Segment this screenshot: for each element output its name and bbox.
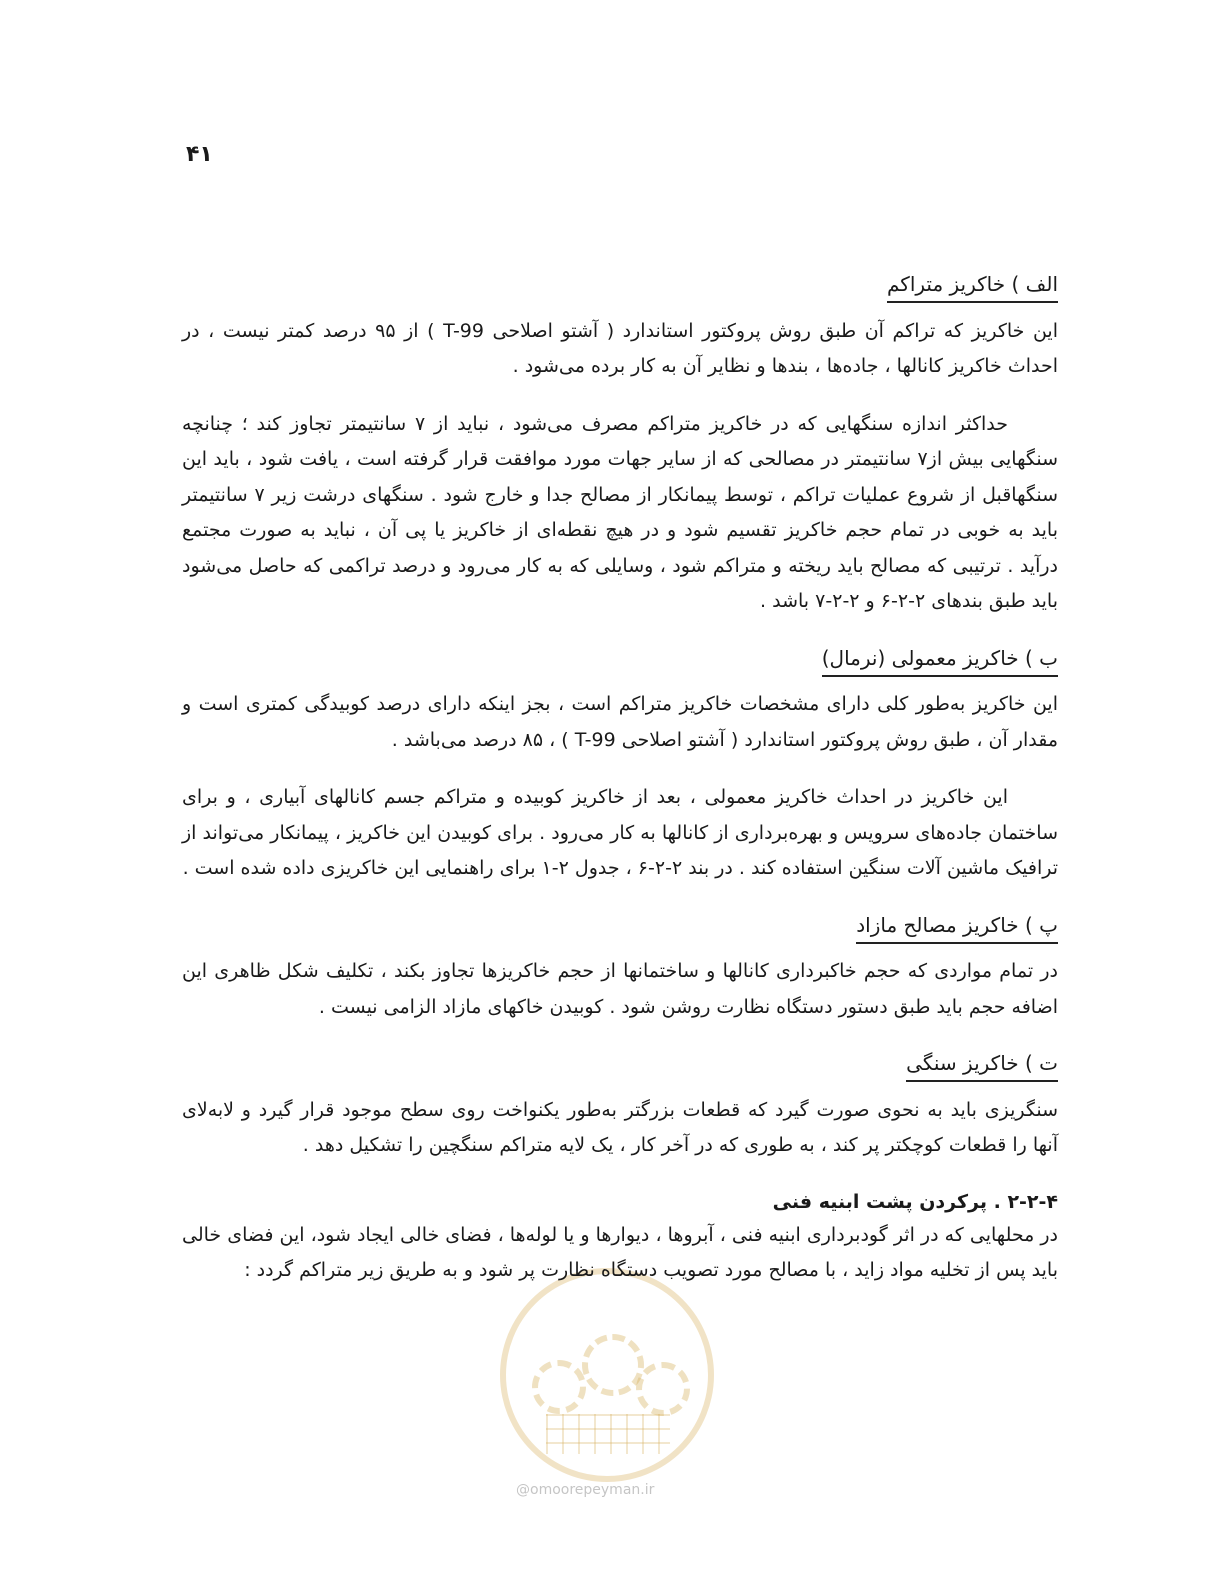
gear-icon (582, 1334, 644, 1396)
paragraph: در تمام مواردی که حجم خاکبرداری کانالها و ساختمانها از حجم خاکریزها تجاوز بکند ، تکلیف شکل ظاهری این اضافه حجم باید طبق دستور دستگاه نظارت روشن شود . کوبیدن خاکهای مازاد الزامی نیست . (182, 960, 1058, 1018)
watermark-text: @omoorepeyman.ir (516, 1482, 655, 1498)
section-heading: ب ) خاکریز معمولی (نرمال) (822, 643, 1058, 677)
paragraph: این خاکریز به‌طور کلی دارای مشخصات خاکریز متراکم است ، بجز اینکه دارای درصد کوبیدگی کمتری است و مقدار آن ، طبق روش پروکتور استاندارد ( آشتو اصلاحی T-99 ) ، ۸۵ درصد می‌باشد . (182, 693, 1058, 751)
gear-icon (532, 1360, 586, 1414)
section-be (182, 642, 1058, 678)
subsection (182, 1186, 1058, 1289)
paragraph: این خاکریز که تراکم آن طبق روش پروکتور استاندارد ( آشتو اصلاحی T-99 ) از ۹۵ درصد کمتر نیست ، در احداث خاکریز کانالها ، جاده‌ها ، بندها و نظایر آن به کار برده می‌شود . (182, 319, 1058, 377)
paragraph: حداکثر اندازه سنگهایی که در خاکریز متراکم مصرف می‌شود ، نباید از ۷ سانتیمتر تجاوز کند ؛ چنانچه سنگهایی بیش از۷ سانتیمتر در مصالحی که از سایر جهات مورد موافقت قرار گرفته است ، یافت شود ، باید این سنگهاقبل از شروع عملیات تراکم ، توسط پیمانکار از مصالح جدا و خارج شود . سنگهای درشت زیر ۷ سانتیمتر باید به خوبی در تمام حجم خاکریز تقسیم شود و در هیچ نقطه‌ای از خاکریز یا پی آن ، نباید به صورت مجتمع درآید . ترتیبی که مصالح باید ریخته و متراکم شود ، وسایلی که به کار می‌رود و درصد تراکمی که حاصل می‌شود باید طبق بندهای ۲-۲-۶ و ۲-۲-۷ باشد . (182, 412, 1058, 612)
subsection-title: ۲-۲-۴ . پرکردن پشت ابنیه فنی (772, 1190, 1058, 1213)
section-heading: الف ) خاکریز متراکم (887, 269, 1058, 303)
section-te (182, 1047, 1058, 1083)
paragraph: این خاکریز در احداث خاکریز معمولی ، بعد از خاکریز کوبیده و متراکم جسم کانالهای آبیاری ، و برای ساختمان جاده‌های سرویس و بهره‌برداری از کانالها به کار می‌رود . برای کوبیدن این خاکریز ، پیمانکار می‌تواند از ترافیک ماشین آلات سنگین استفاده کند . در بند ۲-۲-۶ ، جدول ۲-۱ برای راهنمایی این خاکریزی داده شده است . (182, 786, 1058, 879)
section-alef (182, 268, 1058, 304)
section-pe (182, 909, 1058, 945)
paragraph: سنگریزی باید به نحوی صورت گیرد که قطعات بزرگتر به‌طور یکنواخت روی سطح موجود قرار گیرد و لابه‌لای آنها را قطعات کوچکتر پر کند ، به طوری که در آخر کار ، یک لایه متراکم سنگچین را تشکیل دهد . (182, 1098, 1058, 1156)
page-number: ۴۱ (186, 142, 213, 167)
section-heading: پ ) خاکریز مصالح مازاد (856, 910, 1058, 944)
gear-icon (636, 1362, 690, 1416)
paragraph: در محلهایی که در اثر گودبرداری ابنیه فنی ، آبروها ، دیوارها و یا لوله‌ها ، فضای خالی ایجاد شود، این فضای خالی باید پس از تخلیه مواد زاید ، با مصالح مورد تصویب دستگاه نظارت پر شود و به طریق زیر متراکم گردد : (182, 1223, 1058, 1281)
document-body (182, 268, 1058, 1311)
grid-pattern (546, 1414, 670, 1454)
section-heading: ت ) خاکریز سنگی (906, 1048, 1058, 1082)
